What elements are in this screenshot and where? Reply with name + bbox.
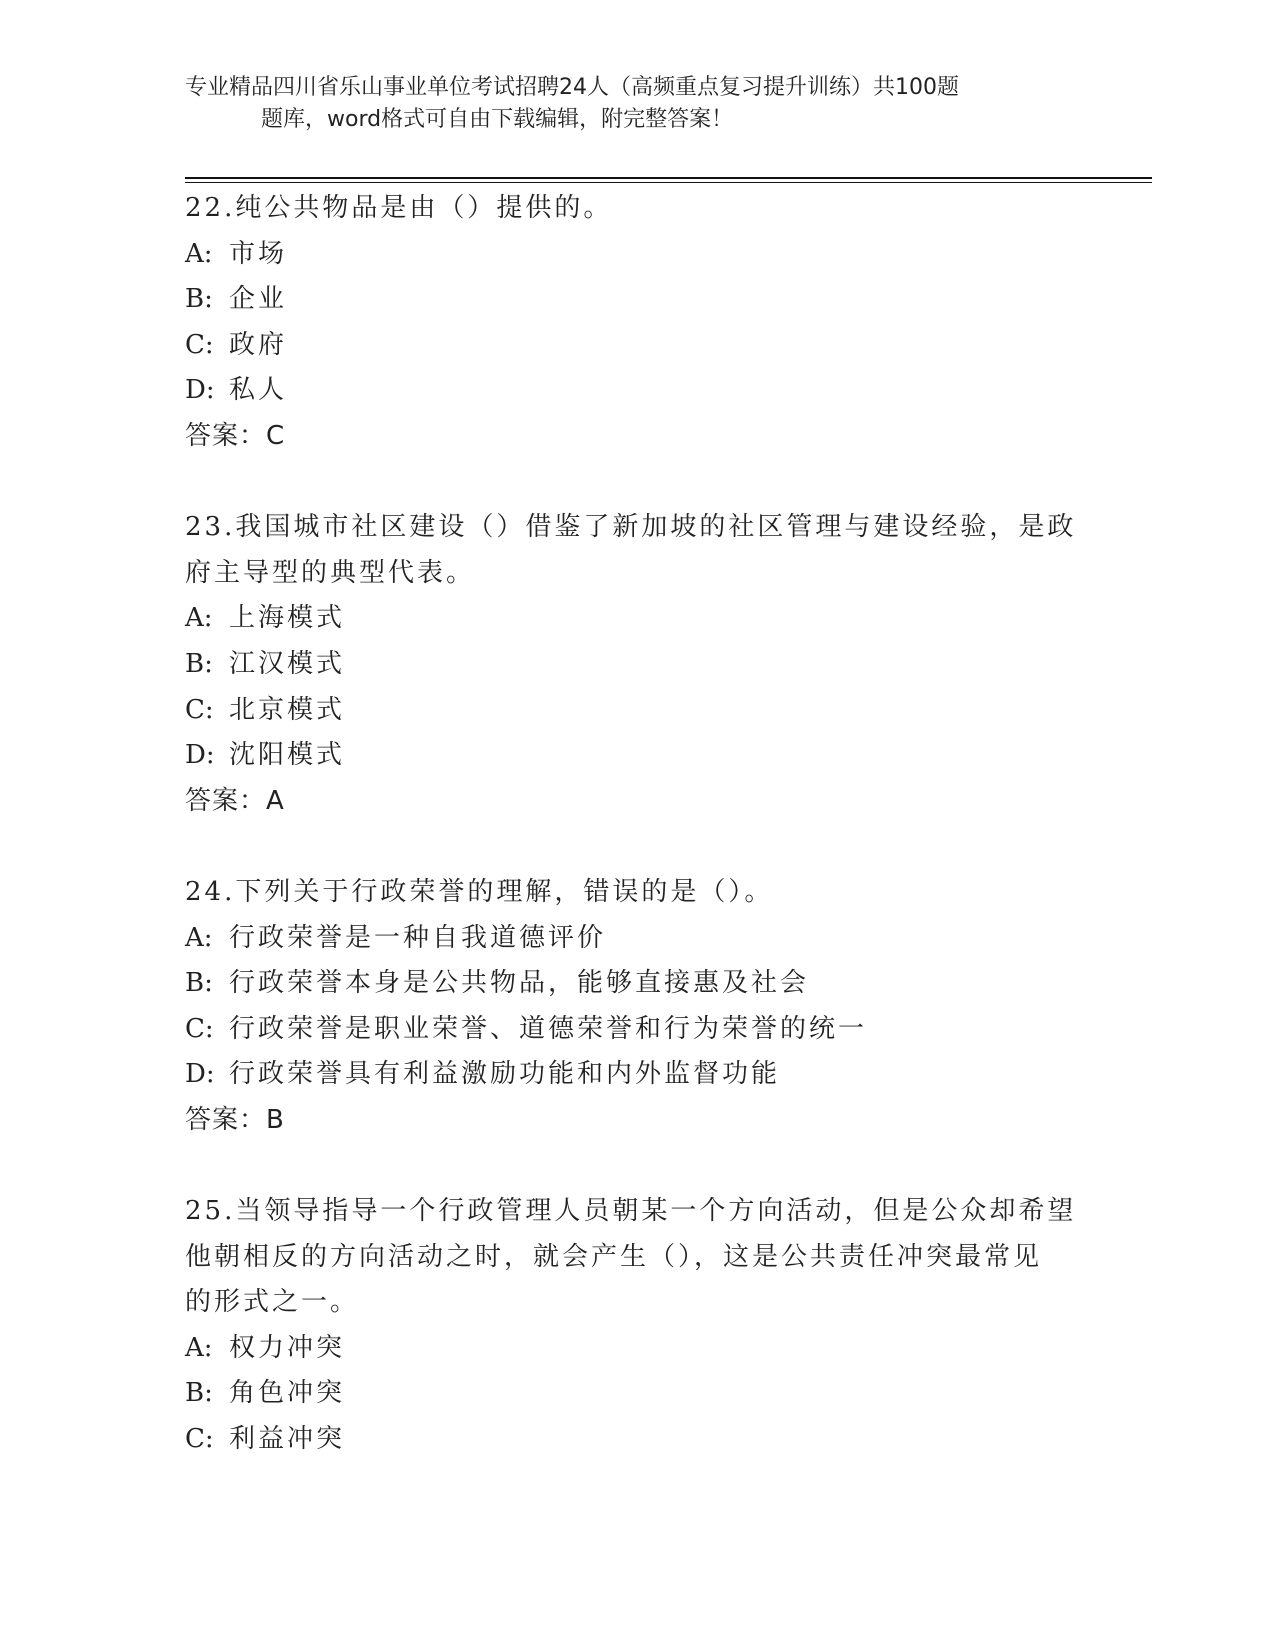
spacer bbox=[185, 824, 1085, 870]
option-key: C: bbox=[185, 1013, 214, 1044]
option-key: B: bbox=[185, 648, 213, 679]
question-25 bbox=[185, 1189, 1085, 1463]
question-stem: 24.下列关于行政荣誉的理解，错误的是（）。 bbox=[185, 876, 774, 907]
option-text: 行政荣誉具有利益激励功能和内外监督功能 bbox=[229, 1059, 781, 1090]
option-key: B: bbox=[185, 1378, 213, 1409]
header-divider-thick bbox=[185, 177, 1152, 179]
option-text: 利益冲突 bbox=[229, 1424, 346, 1455]
option-text: 企业 bbox=[229, 284, 288, 315]
option-text: 行政荣誉本身是公共物品，能够直接惠及社会 bbox=[229, 968, 810, 999]
option-d bbox=[185, 733, 1085, 779]
option-a bbox=[185, 1326, 1085, 1372]
answer-line: 答案：A bbox=[185, 785, 285, 816]
option-c bbox=[185, 1007, 1085, 1053]
option-key: A: bbox=[185, 922, 213, 953]
question-stem: 22.纯公共物品是由（）提供的。 bbox=[185, 193, 613, 223]
option-c bbox=[185, 688, 1085, 734]
question-list bbox=[185, 186, 1085, 1463]
option-key: C: bbox=[185, 694, 214, 725]
spacer bbox=[185, 460, 1085, 506]
option-text: 政府 bbox=[229, 329, 288, 360]
question-22 bbox=[185, 186, 1085, 460]
option-text: 行政荣誉是一种自我道德评价 bbox=[229, 922, 607, 953]
question-24 bbox=[185, 870, 1085, 1144]
option-key: A: bbox=[185, 1332, 213, 1363]
option-key: D: bbox=[185, 1059, 215, 1090]
option-d bbox=[185, 368, 1085, 414]
question-stem-continued: 他朝相反的方向活动之时，就会产生（），这是公共责任冲突最常见 bbox=[185, 1241, 1043, 1272]
option-text: 北京模式 bbox=[229, 694, 346, 725]
document-header bbox=[185, 72, 1065, 136]
option-text: 角色冲突 bbox=[229, 1378, 346, 1409]
option-key: B: bbox=[185, 968, 213, 999]
answer-line: 答案：B bbox=[185, 1104, 285, 1135]
option-text: 江汉模式 bbox=[229, 648, 346, 679]
option-a bbox=[185, 232, 1085, 278]
question-stem-continued: 的形式之一。 bbox=[185, 1287, 360, 1318]
option-key: C: bbox=[185, 1424, 214, 1455]
option-c bbox=[185, 1417, 1085, 1463]
option-key: D: bbox=[185, 375, 215, 406]
option-b bbox=[185, 277, 1085, 323]
option-text: 行政荣誉是职业荣誉、道德荣誉和行为荣誉的统一 bbox=[229, 1013, 868, 1044]
question-stem: 25.当领导指导一个行政管理人员朝某一个方向活动，但是公众却希望 bbox=[185, 1196, 1077, 1227]
question-23 bbox=[185, 505, 1085, 824]
option-text: 市场 bbox=[229, 238, 288, 269]
option-b bbox=[185, 642, 1085, 688]
option-a bbox=[185, 596, 1085, 642]
option-d bbox=[185, 1052, 1085, 1098]
option-key: B: bbox=[185, 284, 213, 315]
option-key: A: bbox=[185, 603, 213, 634]
option-text: 沈阳模式 bbox=[229, 740, 346, 771]
option-text: 私人 bbox=[229, 375, 288, 406]
question-stem: 23.我国城市社区建设（）借鉴了新加坡的社区管理与建设经验，是政 bbox=[185, 512, 1077, 543]
option-text: 权力冲突 bbox=[229, 1332, 346, 1363]
option-b bbox=[185, 1371, 1085, 1417]
header-title-line-1: 专业精品四川省乐山事业单位考试招聘24人（高频重点复习提升训练）共100题 bbox=[185, 75, 959, 100]
option-text: 上海模式 bbox=[229, 603, 346, 634]
option-key: D: bbox=[185, 740, 215, 771]
header-title-line-2: 题库，word格式可自由下载编辑，附完整答案！ bbox=[261, 107, 734, 132]
option-b bbox=[185, 961, 1085, 1007]
answer-line: 答案：C bbox=[185, 420, 286, 451]
option-c bbox=[185, 323, 1085, 369]
spacer bbox=[185, 1143, 1085, 1189]
option-key: C: bbox=[185, 329, 214, 360]
option-key: A: bbox=[185, 238, 213, 269]
option-a bbox=[185, 916, 1085, 962]
question-stem-continued: 府主导型的典型代表。 bbox=[185, 557, 476, 588]
header-divider-thin bbox=[185, 182, 1152, 183]
